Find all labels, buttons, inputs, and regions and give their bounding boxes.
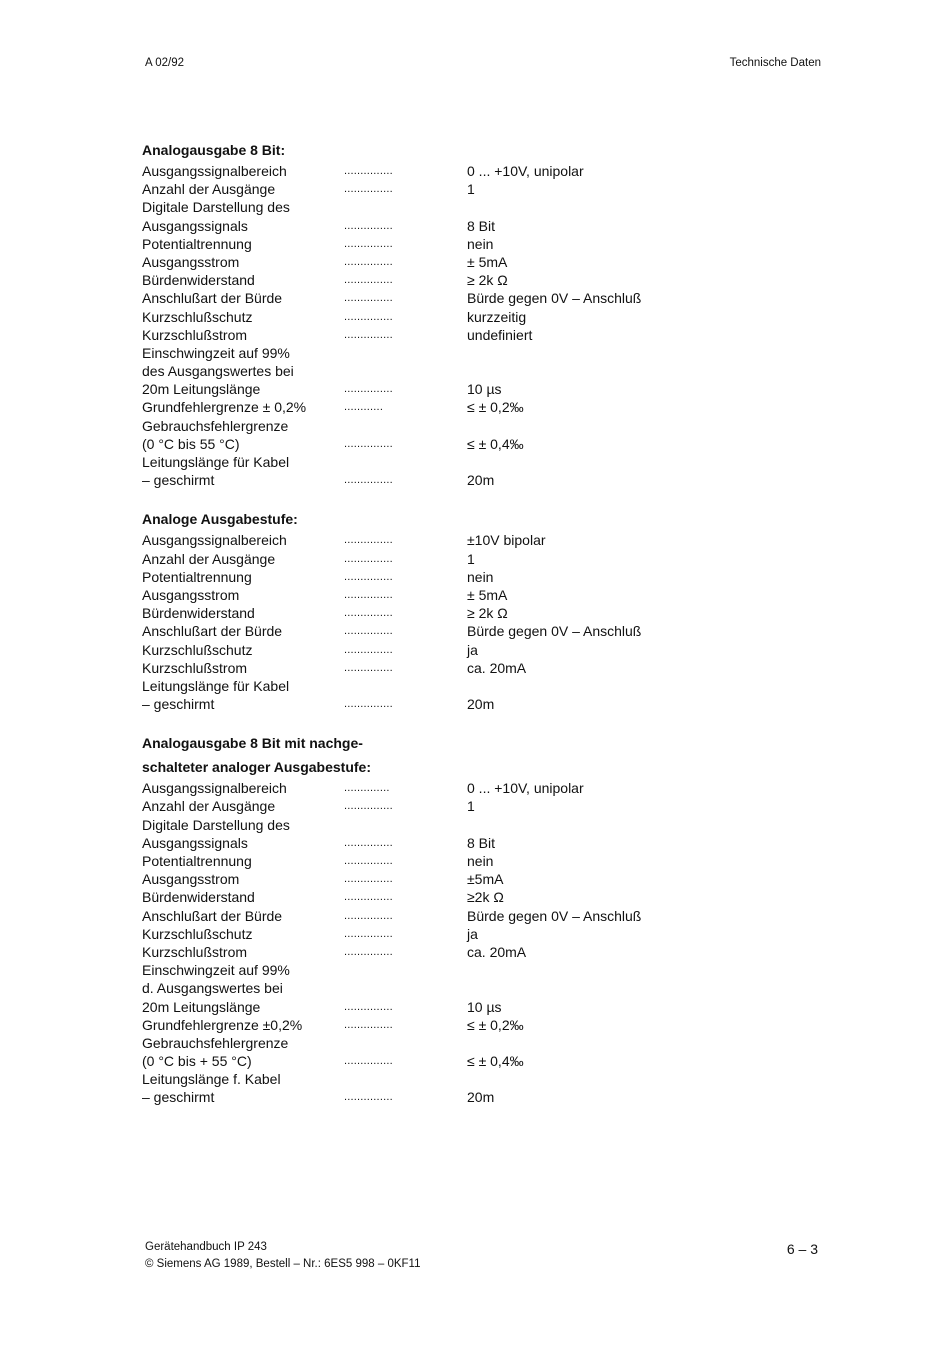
leader-dots: ...............: [344, 661, 393, 674]
spec-value: ± 5mA: [467, 586, 508, 603]
spec-label: Kurzschlußstrom: [142, 326, 248, 343]
leader-dots: ...............: [344, 552, 393, 565]
spec-section: [142, 507, 822, 713]
leader-dots: ...............: [344, 255, 393, 268]
spec-label: Potentialtrennung: [142, 853, 252, 869]
spec-value: Bürde gegen 0V – Anschluß: [467, 623, 642, 640]
spec-label: Kurzschlußstrom: [142, 659, 248, 676]
section-title: Analogausgabe 8 Bit mit nachge-: [142, 735, 363, 752]
spec-row: [142, 961, 822, 979]
leader-dots: ...............: [344, 643, 393, 656]
spec-row: [142, 816, 822, 834]
spec-row: [142, 797, 822, 815]
spec-row: [142, 531, 822, 549]
spec-row: [142, 198, 822, 216]
spec-value: ≤ ± 0,2‰: [467, 399, 524, 416]
spec-value: Bürde gegen 0V – Anschluß: [467, 907, 642, 924]
leader-dots: ...............: [344, 698, 393, 711]
spec-label: Gebrauchsfehlergrenze: [142, 417, 289, 434]
spec-row: [142, 398, 822, 416]
spec-row: [142, 834, 822, 852]
spec-value: 10 µs: [467, 381, 502, 398]
spec-label: Kurzschlußschutz: [142, 308, 253, 325]
spec-label: Einschwingzeit auf 99%: [142, 962, 290, 979]
spec-value: ca. 20mA: [467, 943, 527, 960]
spec-row: [142, 550, 822, 568]
leader-dots: ...............: [344, 836, 393, 849]
spec-value: 1: [467, 181, 475, 198]
spec-label: Digitale Darstellung des: [142, 199, 290, 216]
leader-dots: ...............: [344, 945, 393, 958]
spec-row: [142, 1088, 822, 1106]
spec-row: [142, 380, 822, 398]
leader-dots: ...............: [344, 607, 393, 620]
spec-value: 1: [467, 798, 475, 815]
spec-row: [142, 417, 822, 435]
leader-dots: ...............: [344, 165, 393, 177]
spec-value: 10 µs: [467, 998, 502, 1015]
spec-label: 20m Leitungslänge: [142, 998, 261, 1015]
spec-value: ja: [467, 925, 478, 942]
leader-dots: ...............: [344, 570, 393, 583]
spec-row: [142, 622, 822, 640]
leader-dots: ...............: [344, 328, 393, 341]
spec-label: Anzahl der Ausgänge: [142, 798, 276, 815]
header-chapter-title: Technische Daten: [729, 57, 821, 69]
page-number: 6 – 3: [786, 1241, 818, 1257]
spec-row: [142, 471, 822, 489]
leader-dots: ...............: [344, 219, 393, 232]
spec-label: Ausgangssignalbereich: [142, 780, 287, 797]
spec-label: Bürdenwiderstand: [142, 889, 255, 906]
spec-row: [142, 453, 822, 471]
spec-label: Ausgangsstrom: [142, 586, 240, 603]
leader-dots: ..............: [344, 782, 390, 795]
spec-row: [142, 870, 822, 888]
leader-dots: ...............: [344, 891, 393, 904]
spec-label: Grundfehlergrenze ±0,2%: [142, 1016, 303, 1033]
section-title: Analogausgabe 8 Bit:: [142, 142, 286, 158]
spec-label: Kurzschlußschutz: [142, 641, 253, 658]
spec-label: 20m Leitungslänge: [142, 381, 261, 398]
spec-row: [142, 271, 822, 289]
spec-row: [142, 1052, 822, 1070]
spec-value: nein: [467, 853, 494, 869]
spec-value: nein: [467, 568, 494, 585]
spec-value: nein: [467, 235, 494, 252]
leader-dots: ...............: [344, 873, 393, 886]
spec-row: [142, 1070, 822, 1088]
footer-copyright: © Siemens AG 1989, Bestell – Nr.: 6ES5 998 – 0KF11: [145, 1258, 421, 1270]
spec-row: [142, 344, 822, 362]
spec-label: Anschlußart der Bürde: [142, 290, 283, 307]
section-title: Analoge Ausgabestufe:: [142, 511, 298, 528]
leader-dots: ...............: [344, 274, 393, 287]
spec-value: ≤ ± 0,4‰: [467, 435, 524, 452]
spec-label: Anschlußart der Bürde: [142, 907, 283, 924]
spec-row: [142, 604, 822, 622]
spec-row: [142, 1016, 822, 1034]
spec-label: Ausgangssignalbereich: [142, 163, 287, 179]
spec-row: [142, 659, 822, 677]
spec-value: Bürde gegen 0V – Anschluß: [467, 290, 642, 307]
spec-label: Gebrauchsfehlergrenze: [142, 1034, 289, 1051]
spec-label: Bürdenwiderstand: [142, 272, 255, 289]
spec-content: [142, 138, 822, 1125]
spec-label: Einschwingzeit auf 99%: [142, 344, 290, 361]
spec-value: ±10V bipolar: [467, 532, 546, 549]
spec-value: ≥2k Ω: [467, 889, 504, 906]
spec-row: [142, 907, 822, 925]
leader-dots: ...............: [344, 1000, 393, 1013]
spec-row: [142, 943, 822, 961]
spec-label: Ausgangssignals: [142, 834, 248, 851]
spec-row: [142, 998, 822, 1016]
spec-row: [142, 641, 822, 659]
spec-row: [142, 162, 822, 180]
spec-label: Bürdenwiderstand: [142, 605, 255, 622]
spec-label: Anschlußart der Bürde: [142, 623, 283, 640]
spec-value: ca. 20mA: [467, 659, 527, 676]
spec-value: undefiniert: [467, 326, 533, 343]
spec-label: Leitungslänge f. Kabel: [142, 1071, 281, 1088]
leader-dots: ...............: [344, 237, 393, 250]
spec-label: Grundfehlergrenze ± 0,2%: [142, 399, 307, 416]
spec-label: Digitale Darstellung des: [142, 816, 290, 833]
spec-label: Potentialtrennung: [142, 568, 252, 585]
leader-dots: ...............: [344, 310, 393, 323]
header-document-id: A 02/92: [145, 57, 185, 69]
spec-row: [142, 979, 822, 997]
spec-value: 1: [467, 550, 475, 567]
spec-value: ±5mA: [467, 871, 504, 888]
leader-dots: ...............: [344, 855, 393, 867]
spec-value: 20m: [467, 472, 495, 489]
spec-row: [142, 677, 822, 695]
spec-label: Ausgangsstrom: [142, 871, 240, 888]
spec-label: Ausgangssignalbereich: [142, 532, 287, 549]
spec-value: ≤ ± 0,4‰: [467, 1053, 524, 1070]
leader-dots: ...............: [344, 474, 393, 487]
section-title: schalteter analoger Ausgabestufe:: [142, 759, 371, 776]
spec-value: ja: [467, 641, 478, 658]
spec-row: [142, 326, 822, 344]
spec-row: [142, 362, 822, 380]
spec-value: 20m: [467, 1089, 495, 1106]
leader-dots: ...............: [344, 383, 393, 396]
spec-value: kurzzeitig: [467, 308, 527, 325]
spec-value: 0 ... +10V, unipolar: [467, 163, 584, 179]
spec-row: [142, 568, 822, 586]
spec-label: (0 °C bis 55 °C): [142, 435, 240, 452]
spec-value: ≥ 2k Ω: [467, 272, 508, 289]
spec-row: [142, 235, 822, 253]
spec-row: [142, 925, 822, 943]
leader-dots: ...............: [344, 292, 393, 305]
spec-label: – geschirmt: [142, 472, 215, 489]
spec-label: (0 °C bis + 55 °C): [142, 1053, 252, 1070]
spec-label: Ausgangssignals: [142, 217, 248, 234]
spec-value: ≥ 2k Ω: [467, 605, 508, 622]
spec-value: 8 Bit: [467, 217, 496, 234]
spec-value: 20m: [467, 696, 495, 713]
leader-dots: ............: [344, 401, 384, 414]
spec-label: Anzahl der Ausgänge: [142, 550, 276, 567]
leader-dots: ...............: [344, 927, 393, 940]
spec-value: ± 5mA: [467, 253, 508, 270]
spec-value: 8 Bit: [467, 834, 496, 851]
spec-label: Kurzschlußstrom: [142, 943, 248, 960]
spec-row: [142, 435, 822, 453]
spec-label: – geschirmt: [142, 696, 215, 713]
leader-dots: ...............: [344, 909, 393, 922]
spec-label: Anzahl der Ausgänge: [142, 181, 276, 198]
spec-row: [142, 1034, 822, 1052]
spec-row: [142, 695, 822, 713]
leader-dots: ...............: [344, 1018, 393, 1031]
spec-label: Leitungslänge für Kabel: [142, 454, 290, 470]
spec-row: [142, 852, 822, 870]
spec-row: [142, 180, 822, 198]
footer-manual-title: Gerätehandbuch IP 243: [145, 1241, 267, 1253]
spec-label: d. Ausgangswertes bei: [142, 980, 283, 997]
spec-section: [142, 138, 822, 489]
leader-dots: ...............: [344, 437, 393, 450]
spec-section: [142, 731, 822, 1106]
spec-row: [142, 888, 822, 906]
spec-label: – geschirmt: [142, 1089, 215, 1106]
spec-label: Ausgangsstrom: [142, 253, 240, 270]
spec-label: Potentialtrennung: [142, 235, 252, 252]
spec-label: des Ausgangswertes bei: [142, 363, 294, 380]
leader-dots: ...............: [344, 800, 393, 813]
leader-dots: ...............: [344, 183, 393, 196]
spec-value: 0 ... +10V, unipolar: [467, 780, 584, 797]
spec-row: [142, 308, 822, 326]
leader-dots: ...............: [344, 588, 393, 601]
spec-label: Leitungslänge für Kabel: [142, 677, 290, 694]
leader-dots: ...............: [344, 1055, 393, 1068]
spec-row: [142, 289, 822, 307]
spec-row: [142, 586, 822, 604]
leader-dots: ...............: [344, 625, 393, 638]
spec-row: [142, 253, 822, 271]
leader-dots: ...............: [344, 1091, 393, 1104]
leader-dots: ...............: [344, 534, 393, 547]
spec-label: Kurzschlußschutz: [142, 925, 253, 942]
spec-row: [142, 217, 822, 235]
spec-row: [142, 779, 822, 797]
spec-value: ≤ ± 0,2‰: [467, 1016, 524, 1033]
